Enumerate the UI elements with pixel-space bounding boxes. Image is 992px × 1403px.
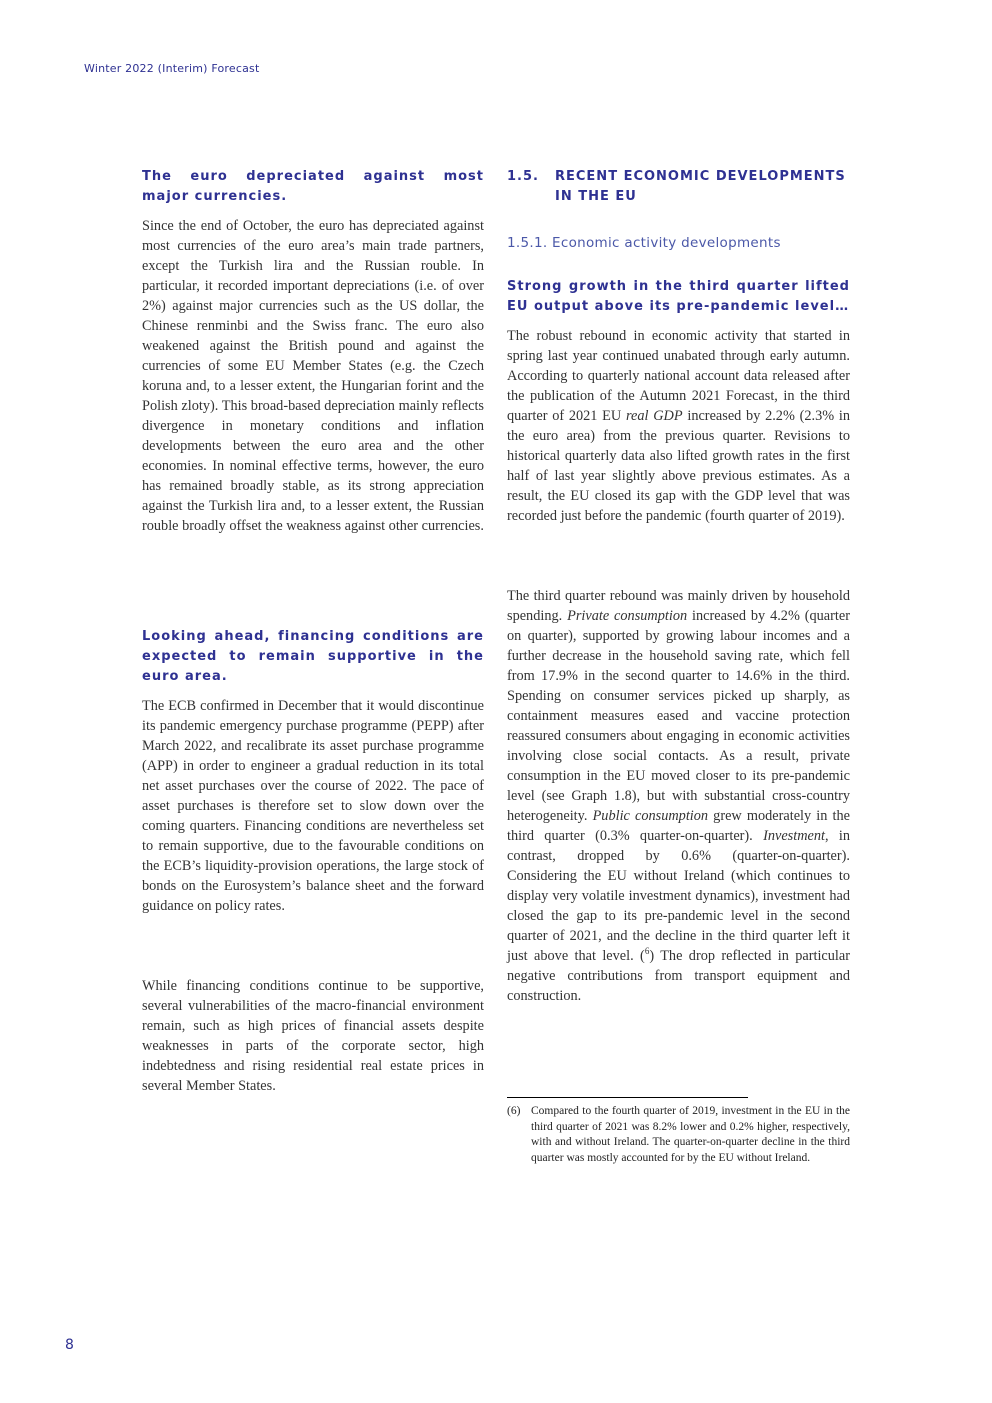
text: , in contrast, dropped by 0.6% (quarter-on-quarter). Considering the EU without Ireland (which continues to display very volatile investment dynamics), investment had closed the gap to its pre-pandemic level in the second quarter of 2021, and the decline in the third quarter left it just above that level. ( [507,828,850,964]
text: increased by 2.2% (2.3% in the euro area) from the previous quarter. Revisions to historical quarterly data also lifted growth rates in the first half of last year slightly above previous estimates. As a result, the EU closed its gap with the GDP level that was recorded just before the pandemic (fourth quarter of 2019). [507,408,850,524]
italic-term: Public consumption [592,808,709,824]
paragraph-household-spending [507,586,850,1006]
heading-financing-conditions: Looking ahead, financing conditions are expected to remain supportive in the euro area. [142,629,484,684]
text: The robust rebound in economic activity that started in spring last year continued unabated through early autumn. According to quarterly national account data released after the publication of the Autumn 2021 Forecast, in the third quarter of 2021 EU [507,328,850,424]
paragraph-robust-rebound [507,326,850,526]
italic-term: real GDP [625,408,683,424]
text: grew moderately in the third quarter (0.3% quarter-on-quarter). [507,808,850,844]
paragraph-ecb: The ECB confirmed in December that it would discontinue its pandemic emergency purchase programme (PEPP) after March 2022, and recalibrate its asset purchase programme (APP) in order to engineer a gradual reduction in its total net asset purchases over the course of 2022. The pace of asset purchases is therefore set to slow down over the coming quarters. Financing conditions are nevertheless set to remain supportive, due to the favourable conditions on the ECB’s liquidity-provision operations, the large stock of bonds on the Eurosystem’s balance sheet and the forward guidance on policy rates. [142,698,484,914]
footnote-marker: (6) [507,1105,521,1117]
italic-term: Investment [763,828,825,844]
page-number: 8 [65,1337,74,1353]
section-number: 1.5. [507,169,539,184]
italic-term: Private consumption [567,608,688,624]
text: The third quarter rebound was mainly driven by household spending. [507,588,850,624]
section-heading [507,167,850,207]
paragraph-vulnerabilities: While financing conditions continue to be supportive, several vulnerabilities of the macro-financial environment remain, such as high prices of financial assets despite weaknesses in parts of the corporate sector, high indebtedness and rising residential real estate prices in several Member States. [142,978,484,1094]
footnote-reference[interactable]: 6 [644,946,650,957]
footnote [507,1104,850,1166]
footnote-divider [507,1097,748,1098]
footnote-text: Compared to the fourth quarter of 2019, investment in the EU in the third quarter of 2021 was 8.2% lower and 0.2% higher, respectively, with and without Ireland. The quarter-on-quarter decline in the third quarter was mostly accounted for by the EU without Ireland. [531,1105,850,1164]
heading-strong-growth: Strong growth in the third quarter lifted EU output above its pre-pandemic level… [507,279,850,314]
text: ) The drop reflected in particular negative contributions from transport equipment and construction. [507,948,850,1004]
paragraph-euro-depreciation: Since the end of October, the euro has depreciated against most currencies of the euro area’s main trade partners, except the Turkish lira and the Russian rouble. In particular, it recorded important depreciations (i.e. of over 2%) against major currencies such as the US dollar, the Chinese renminbi and the Swiss franc. The euro also weakened against the British pound and against the currencies of some EU Member States (e.g. the Czech koruna and, to a lesser extent, the Hungarian forint and the Polish zloty). This broad-based depreciation mainly reflects divergence in monetary conditions and inflation developments between the euro area and the other economies. In nominal effective terms, however, the euro has remained broadly stable, as its strong appreciation against the Turkish lira and, to a lesser extent, the Russian rouble broadly offset the weakness against other currencies. [142,218,484,534]
text: increased by 4.2% (quarter on quarter), supported by growing labour incomes and a further decrease in the household saving rate, which fell from 17.9% in the second quarter to 14.6% in the third. Spending on consumer services picked up sharply, as containment measures eased and vaccine protection reassured consumers about engaging in economic activities involving close social contacts. As a result, private consumption in the EU moved closer to its pre-pandemic level (see Graph 1.8), but with substantial cross-country heterogeneity. [507,608,850,824]
running-header: Winter 2022 (Interim) Forecast [84,62,260,75]
heading-euro-depreciated: The euro depreciated against most major currencies. [142,169,484,204]
subsection-heading: 1.5.1. Economic activity developments [507,235,781,251]
section-title: RECENT ECONOMIC DEVELOPMENTS IN THE EU [555,169,846,204]
